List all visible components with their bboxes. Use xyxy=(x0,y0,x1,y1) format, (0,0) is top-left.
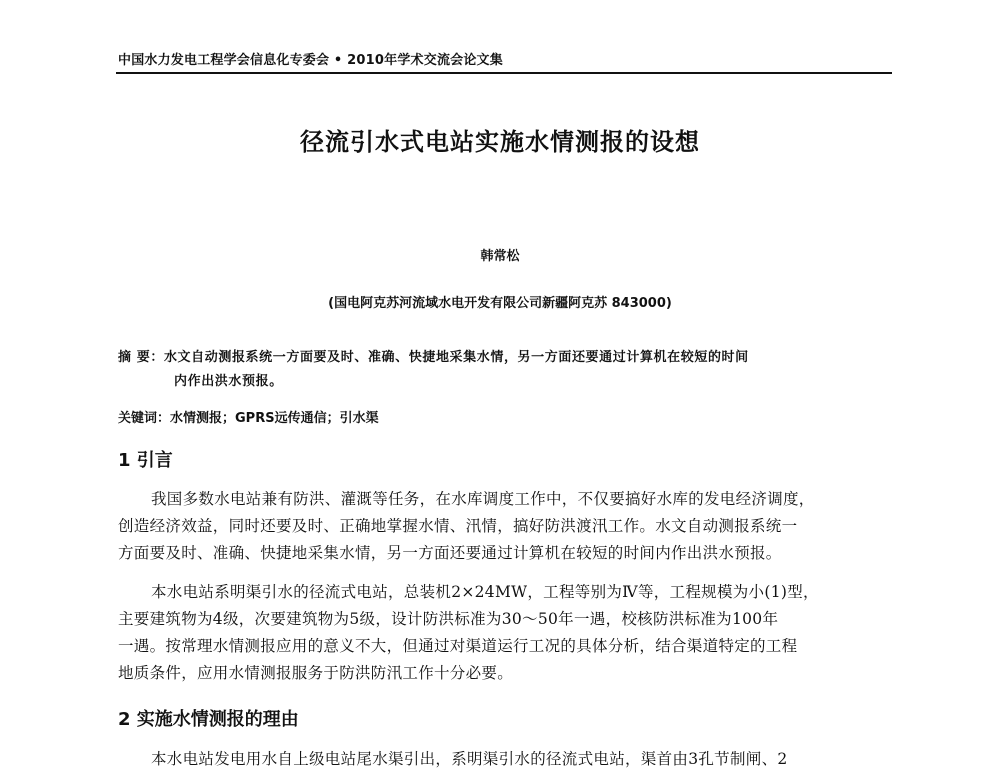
paragraph xyxy=(118,486,894,567)
abstract-line-1 xyxy=(118,346,898,370)
header-rule xyxy=(116,72,892,74)
running-header: 中国水力发电工程学会信息化专委会 • 2010年学术交流会论文集 xyxy=(118,53,503,68)
author-affiliation: (国电阿克苏河流域水电开发有限公司新疆阿克苏 843000) xyxy=(328,296,672,311)
paragraph-line: 主要建筑物为4级，次要建筑物为5级，设计防洪标准为30～50年一遇，校核防洪标准为100年 xyxy=(118,610,779,628)
keywords-text: 水情测报；GPRS远传通信；引水渠 xyxy=(170,411,379,426)
paragraph-line: 地质条件，应用水情测报服务于防洪防汛工作十分必要。 xyxy=(118,664,514,682)
paragraph-line: 方面要及时、准确、快捷地采集水情，另一方面还要通过计算机在较短的时间内作出洪水预报。 xyxy=(118,544,782,562)
paragraph xyxy=(118,579,894,687)
abstract-label: 摘 要： xyxy=(118,350,164,365)
section-heading-reasons: 2 实施水情测报的理由 xyxy=(118,709,299,730)
paper-title: 径流引水式电站实施水情测报的设想 xyxy=(300,128,700,156)
paragraph-line: 本水电站系明渠引水的径流式电站，总装机2×24MW，工程等别为Ⅳ等，工程规模为小(1)型， xyxy=(151,583,819,601)
paragraph-line: 本水电站发电用水自上级电站尾水渠引出，系明渠引水的径流式电站，渠首由3孔节制闸、2 xyxy=(151,750,788,768)
author-name: 韩常松 xyxy=(480,249,520,264)
abstract-text-1: 水文自动测报系统一方面要及时、准确、快捷地采集水情，另一方面还要通过计算机在较短的时间 xyxy=(163,350,749,365)
paragraph-line: 一遇。按常理水情测报应用的意义不大，但通过对渠道运行工况的具体分析，结合渠道特定的工程 xyxy=(118,637,798,655)
section-heading-introduction: 1 引言 xyxy=(118,450,173,471)
abstract xyxy=(118,346,898,394)
keywords-label: 关键词： xyxy=(118,411,171,426)
abstract-line-2: 内作出洪水预报。 xyxy=(174,374,283,389)
paragraph-line: 创造经济效益，同时还要及时、正确地掌握水情、汛情，搞好防洪渡汛工作。水文自动测报系统一 xyxy=(118,517,798,535)
paragraph-line: 我国多数水电站兼有防洪、灌溉等任务，在水库调度工作中，不仅要搞好水库的发电经济调度， xyxy=(151,490,815,508)
keywords xyxy=(118,407,379,426)
